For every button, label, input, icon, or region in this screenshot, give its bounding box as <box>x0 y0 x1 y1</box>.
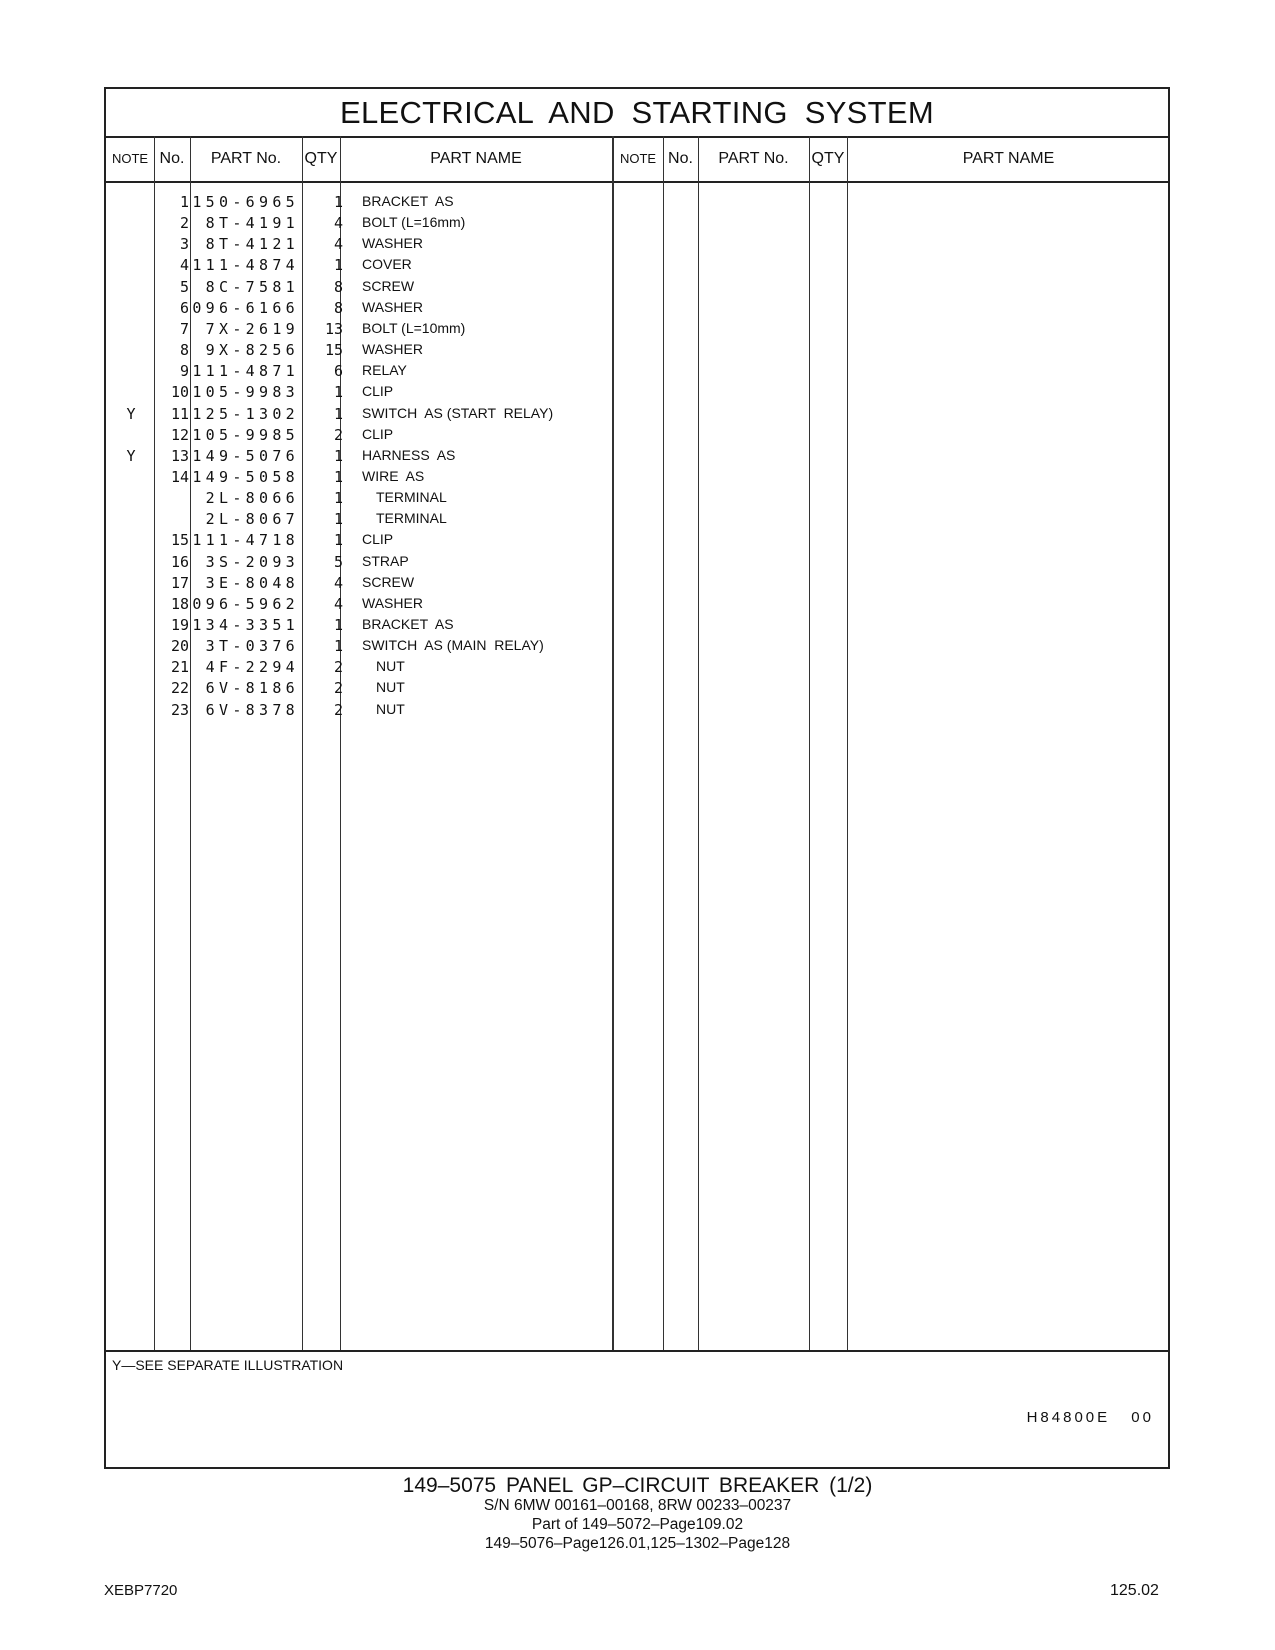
row-part-number: 3T-0376 <box>205 637 299 656</box>
table-row <box>106 656 1168 678</box>
row-part-name: WASHER <box>362 298 423 315</box>
row-quantity: 4 <box>333 594 343 613</box>
row-part-name: BRACKET AS <box>362 193 454 209</box>
row-item-number: 7 <box>179 319 189 338</box>
row-part-number: 149-5058 <box>192 467 299 486</box>
header-qty-left: QTY <box>304 150 338 167</box>
table-row <box>106 529 1168 551</box>
row-quantity: 1 <box>333 256 343 275</box>
table-row <box>106 677 1168 699</box>
table-row <box>106 191 1168 213</box>
table-row <box>106 635 1168 657</box>
row-part-number: 6V-8186 <box>205 679 299 698</box>
row-part-number: 149-5076 <box>192 446 299 465</box>
footnote: Y—SEE SEPARATE ILLUSTRATION <box>112 1357 344 1373</box>
row-quantity: 1 <box>333 616 343 634</box>
row-quantity: 15 <box>324 341 343 360</box>
row-item-number: 23 <box>170 700 189 719</box>
caption-part-of: Part of 149–5072–Page109.02 <box>531 1516 744 1533</box>
row-part-name: TERMINAL <box>376 510 447 527</box>
header-note-right: NOTE <box>619 151 657 166</box>
row-part-number: 8C-7581 <box>205 277 299 296</box>
table-row <box>106 551 1168 573</box>
table-row <box>106 276 1168 298</box>
row-item-number: 4 <box>179 256 189 275</box>
row-item-number: 14 <box>170 467 189 486</box>
row-item-number: 17 <box>170 573 189 592</box>
table-row <box>106 297 1168 319</box>
header-note-left: NOTE <box>111 151 149 166</box>
table-row <box>106 466 1168 488</box>
row-part-name: WASHER <box>362 235 423 252</box>
row-item-number: 3 <box>179 235 189 254</box>
row-part-name: SWITCH AS (START RELAY) <box>362 404 554 421</box>
row-quantity: 1 <box>333 467 343 486</box>
table-row <box>106 508 1168 530</box>
reference-code: H84800E 00 <box>1026 1409 1154 1426</box>
row-part-number: 2L-8066 <box>205 489 299 508</box>
row-item-number: 5 <box>179 277 189 296</box>
parts-list-sheet <box>104 87 1170 1469</box>
page-number: 125.02 <box>1110 1582 1159 1599</box>
row-part-number: 125-1302 <box>192 404 299 423</box>
table-row <box>106 339 1168 361</box>
row-part-name: STRAP <box>362 552 409 569</box>
row-item-number: 19 <box>170 616 189 634</box>
row-part-name: NUT <box>376 658 405 675</box>
row-quantity: 4 <box>333 214 343 233</box>
row-part-number: 3S-2093 <box>205 552 299 571</box>
row-item-number: 9 <box>179 362 189 381</box>
row-quantity: 2 <box>333 658 343 677</box>
table-row <box>106 254 1168 276</box>
table-row <box>106 233 1168 255</box>
row-part-number: 9X-8256 <box>205 341 299 360</box>
row-part-number: 6V-8378 <box>205 700 299 719</box>
row-quantity: 1 <box>333 637 343 656</box>
parts-table-body <box>106 181 1168 1350</box>
table-row <box>106 360 1168 382</box>
row-quantity: 2 <box>333 425 343 444</box>
row-item-number: 16 <box>170 552 189 571</box>
row-item-number: 11 <box>170 404 189 423</box>
header-no-left: No. <box>159 150 185 167</box>
row-part-name: SWITCH AS (MAIN RELAY) <box>362 637 544 654</box>
row-quantity: 6 <box>333 362 343 381</box>
row-part-number: 8T-4121 <box>205 235 299 254</box>
table-row <box>106 318 1168 340</box>
row-part-name: BOLT (L=16mm) <box>362 214 466 231</box>
page-title: ELECTRICAL AND STARTING SYSTEM <box>106 89 1168 138</box>
row-item-number: 15 <box>170 531 189 550</box>
table-row <box>106 212 1168 234</box>
row-part-number: 096-5962 <box>192 594 299 613</box>
caption-serial-numbers: S/N 6MW 00161–00168, 8RW 00233–00237 <box>483 1497 792 1514</box>
row-part-name: RELAY <box>362 362 407 379</box>
row-item-number: 2 <box>179 214 189 233</box>
row-part-number: 105-9985 <box>192 425 299 444</box>
row-part-number: 096-6166 <box>192 298 299 317</box>
table-row <box>106 403 1168 425</box>
column-header-row <box>106 136 1168 183</box>
row-part-number: 111-4718 <box>192 531 299 550</box>
row-part-name: COVER <box>362 256 412 273</box>
row-part-name: SCREW <box>362 277 415 294</box>
row-item-number: 18 <box>170 594 189 613</box>
document-id: XEBP7720 <box>104 1582 178 1599</box>
row-item-number: 21 <box>170 658 189 677</box>
row-quantity: 1 <box>333 489 343 508</box>
row-quantity: 2 <box>333 700 343 719</box>
caption-references: 149–5076–Page126.01,125–1302–Page128 <box>484 1535 791 1552</box>
row-quantity: 8 <box>333 277 343 296</box>
row-part-number: 2L-8067 <box>205 510 299 529</box>
row-part-name: NUT <box>376 700 405 717</box>
header-part-name-left: PART NAME <box>430 150 522 167</box>
row-item-number: 13 <box>170 446 189 465</box>
row-item-number: 1 <box>179 193 189 211</box>
row-part-name: WIRE AS <box>362 467 425 484</box>
header-part-name-right: PART NAME <box>962 150 1055 167</box>
row-quantity: 5 <box>333 552 343 571</box>
row-item-number: 10 <box>170 383 189 402</box>
row-part-name: NUT <box>376 679 405 696</box>
row-quantity: 4 <box>333 235 343 254</box>
row-part-number: 150-6965 <box>192 193 299 211</box>
row-quantity: 1 <box>333 383 343 402</box>
row-part-number: 111-4871 <box>192 362 299 381</box>
row-note: Y <box>126 404 136 423</box>
row-item-number: 12 <box>170 425 189 444</box>
table-row <box>106 593 1168 615</box>
row-part-number: 111-4874 <box>192 256 299 275</box>
row-part-name: BRACKET AS <box>362 616 454 632</box>
row-quantity: 1 <box>333 531 343 550</box>
row-part-name: SCREW <box>362 573 415 590</box>
table-row <box>106 424 1168 446</box>
row-quantity: 1 <box>333 404 343 423</box>
caption-title: 149–5075 PANEL GP–CIRCUIT BREAKER (1/2) <box>402 1474 873 1497</box>
row-part-name: CLIP <box>362 425 394 442</box>
row-quantity: 2 <box>333 679 343 698</box>
row-item-number: 6 <box>179 298 189 317</box>
footer-divider <box>106 1350 1168 1352</box>
row-part-number: 134-3351 <box>192 616 299 634</box>
row-part-name: CLIP <box>362 531 394 548</box>
table-row <box>106 445 1168 467</box>
row-part-name: BOLT (L=10mm) <box>362 319 466 336</box>
row-part-number: 3E-8048 <box>205 573 299 592</box>
row-note: Y <box>126 446 136 465</box>
row-quantity: 4 <box>333 573 343 592</box>
header-no-right: No. <box>668 150 693 167</box>
row-part-name: WASHER <box>362 594 423 611</box>
row-part-name: CLIP <box>362 383 394 400</box>
row-quantity: 1 <box>333 193 343 211</box>
row-quantity: 8 <box>333 298 343 317</box>
row-quantity: 13 <box>324 319 343 338</box>
header-part-no-left: PART No. <box>210 150 282 167</box>
table-row <box>106 572 1168 594</box>
table-row <box>106 614 1168 636</box>
row-item-number: 8 <box>179 341 189 360</box>
row-part-number: 8T-4191 <box>205 214 299 233</box>
row-part-number: 105-9983 <box>192 383 299 402</box>
table-row <box>106 699 1168 721</box>
row-item-number: 20 <box>170 637 189 656</box>
row-quantity: 1 <box>333 510 343 529</box>
row-quantity: 1 <box>333 446 343 465</box>
row-part-number: 4F-2294 <box>205 658 299 677</box>
header-part-no-right: PART No. <box>718 150 789 167</box>
row-part-name: WASHER <box>362 341 423 358</box>
table-row <box>106 487 1168 509</box>
table-row <box>106 381 1168 403</box>
row-part-name: TERMINAL <box>376 489 447 506</box>
row-item-number: 22 <box>170 679 189 698</box>
header-qty-right: QTY <box>811 150 845 167</box>
row-part-number: 7X-2619 <box>205 319 299 338</box>
row-part-name: HARNESS AS <box>362 446 456 463</box>
